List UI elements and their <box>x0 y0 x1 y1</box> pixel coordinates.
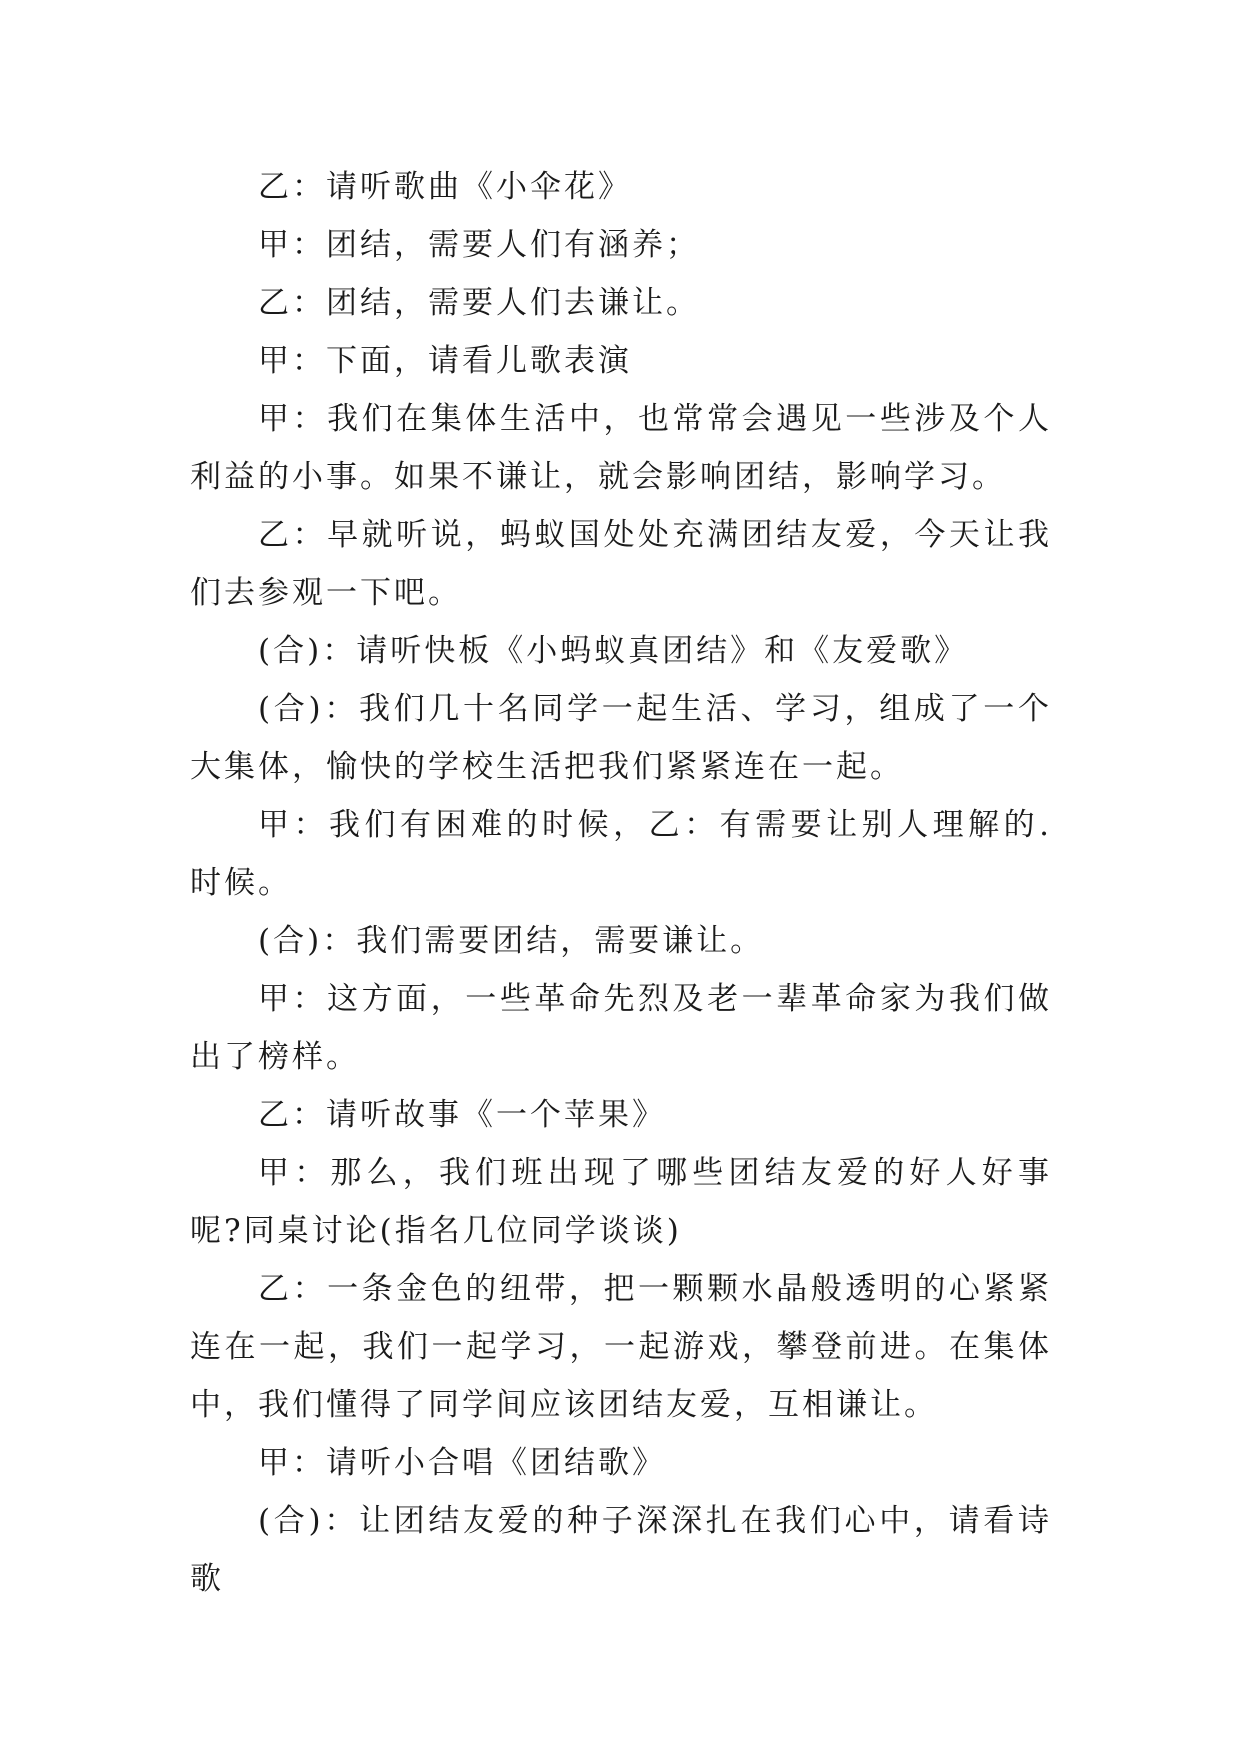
paragraph: (合)：我们需要团结，需要谦让。 <box>258 923 765 959</box>
paragraph: (合)：请听快板《小蚂蚁真团结》和《友爱歌》 <box>258 633 969 669</box>
paragraph: 乙：请听歌曲《小伞花》 <box>258 169 632 205</box>
paragraph: (合)：我们几十名同学一起生活、学习，组成了一个大集体，愉快的学校生活把我们紧紧连在一起。 <box>190 691 1052 785</box>
paragraph: 甲：团结，需要人们有涵养； <box>258 227 700 263</box>
document-body <box>190 158 1052 1608</box>
paragraph: 乙：团结，需要人们去谦让。 <box>258 285 700 321</box>
paragraph: 乙：一条金色的纽带，把一颗颗水晶般透明的心紧紧连在一起，我们一起学习，一起游戏，攀登前进。在集体中，我们懂得了同学间应该团结友爱，互相谦让。 <box>190 1271 1052 1423</box>
paragraph: 甲：我们在集体生活中，也常常会遇见一些涉及个人利益的小事。如果不谦让，就会影响团结，影响学习。 <box>190 401 1052 495</box>
paragraph: 乙：请听故事《一个苹果》 <box>258 1097 666 1133</box>
paragraph: 甲：我们有困难的时候，乙：有需要让别人理解的.时候。 <box>190 807 1052 901</box>
paragraph: 甲：下面，请看儿歌表演 <box>258 343 632 379</box>
paragraph: 甲：那么，我们班出现了哪些团结友爱的好人好事呢?同桌讨论(指名几位同学谈谈) <box>190 1155 1052 1249</box>
paragraph: (合)：让团结友爱的种子深深扎在我们心中，请看诗歌 <box>190 1503 1052 1597</box>
paragraph: 甲：这方面，一些革命先烈及老一辈革命家为我们做出了榜样。 <box>190 981 1052 1075</box>
paragraph: 乙：早就听说，蚂蚁国处处充满团结友爱，今天让我们去参观一下吧。 <box>190 517 1052 611</box>
paragraph: 甲：请听小合唱《团结歌》 <box>258 1445 666 1481</box>
